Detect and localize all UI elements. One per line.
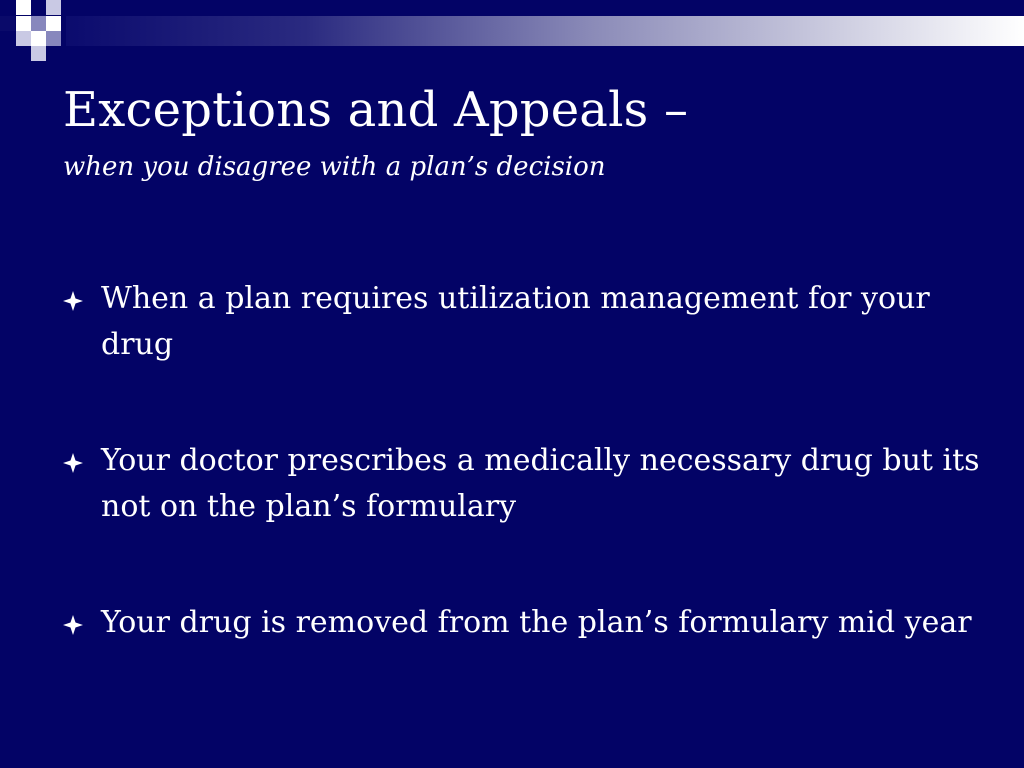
- diamond-bullet-icon: [62, 614, 84, 636]
- slide-title: Exceptions and Appeals –: [63, 82, 689, 138]
- bullet-text: When a plan requires utilization management for your drug: [101, 281, 930, 362]
- bullet-text: Your drug is removed from the plan’s formulary mid year: [101, 605, 972, 640]
- bullet-item: [60, 600, 980, 646]
- diamond-bullet-icon: [62, 452, 84, 474]
- diamond-bullet-icon: [62, 290, 84, 312]
- bullet-list: [60, 276, 980, 716]
- slide-subtitle: when you disagree with a plan’s decision: [63, 152, 606, 182]
- bullet-text: Your doctor prescribes a medically necessary drug but its not on the plan’s formulary: [101, 443, 980, 524]
- bullet-item: [60, 276, 980, 368]
- header-gradient-band: [66, 16, 1024, 46]
- bullet-item: [60, 438, 980, 530]
